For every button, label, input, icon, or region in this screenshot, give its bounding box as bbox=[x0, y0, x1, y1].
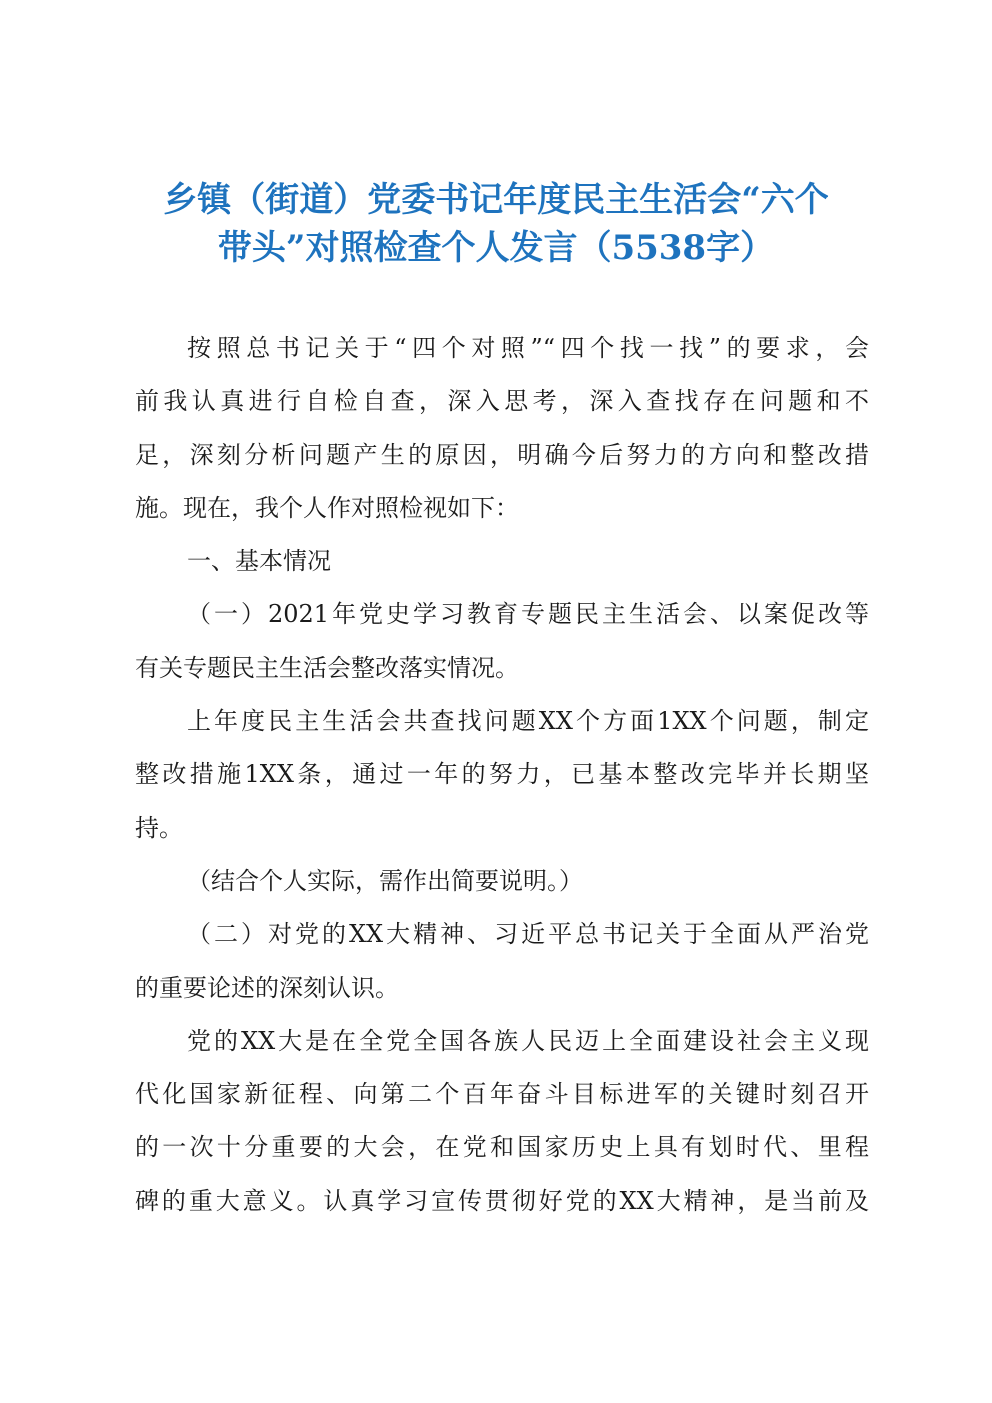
body-line: 按照总书记关于“四个对照”“四个找一找”的要求，会 bbox=[187, 334, 869, 362]
body-line: 施。现在，我个人作对照检视如下： bbox=[135, 493, 519, 522]
body-line: 持。 bbox=[135, 813, 183, 842]
subsection-heading: （二）对党的XX大精神、习近平总书记关于全面从严治党 bbox=[187, 920, 869, 949]
body-line: 上年度民主生活会共查找问题XX个方面1XX个问题，制定 bbox=[187, 707, 869, 736]
title-line-2: 带头”对照检查个人发言（5538字） bbox=[217, 228, 775, 268]
subsection-heading: （一）2021年党史学习教育专题民主生活会、以案促改等 bbox=[187, 600, 869, 629]
body-line: 代化国家新征程、向第二个百年奋斗目标进军的关键时刻召开 bbox=[135, 1080, 869, 1109]
body-line: 党的XX大是在全党全国各族人民迈上全面建设社会主义现 bbox=[187, 1026, 869, 1055]
body-line: 整改措施1XX条，通过一年的努力，已基本整改完毕并长期坚 bbox=[135, 760, 869, 789]
subsection-heading: 有关专题民主生活会整改落实情况。 bbox=[135, 653, 519, 682]
body-line: 足，深刻分析问题产生的原因，明确今后努力的方向和整改措 bbox=[135, 440, 869, 469]
subsection-heading: 的重要论述的深刻认识。 bbox=[135, 973, 399, 1002]
document-body bbox=[135, 322, 869, 1228]
body-line: 的一次十分重要的大会，在党和国家历史上具有划时代、里程 bbox=[135, 1133, 869, 1162]
note-line: （结合个人实际，需作出简要说明。） bbox=[187, 866, 583, 895]
title-line-1: 乡镇（街道）党委书记年度民主生活会“六个 bbox=[163, 180, 829, 220]
document-title bbox=[120, 176, 872, 272]
body-line: 碑的重大意义。认真学习宣传贯彻好党的XX大精神，是当前及 bbox=[135, 1186, 869, 1215]
section-heading: 一、基本情况 bbox=[187, 547, 331, 576]
body-line: 前我认真进行自检自查，深入思考，深入查找存在问题和不 bbox=[135, 387, 869, 416]
